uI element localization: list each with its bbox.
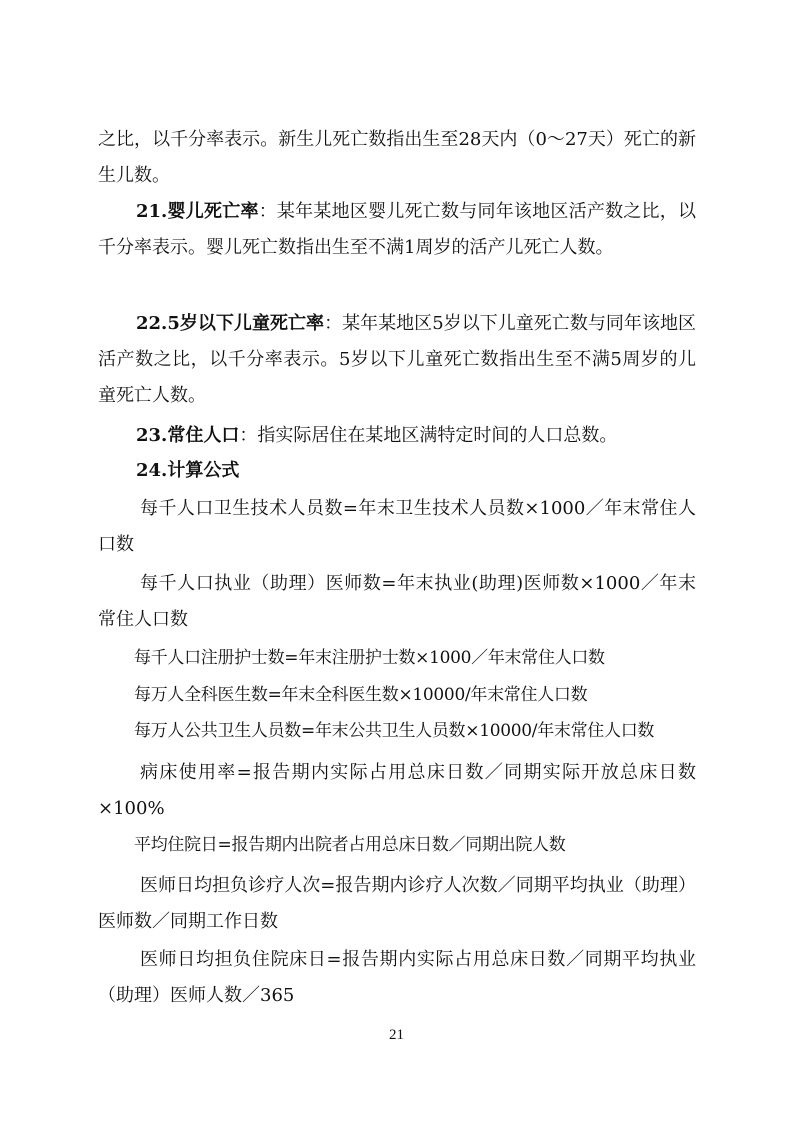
formula-health-tech-per-1000: 每千人口卫生技术人员数=年末卫生技术人员数×1000／年末常住人口数: [98, 498, 696, 555]
formula-physicians-per-1000: 每千人口执业（助理）医师数=年末执业(助理)医师数×1000／年末常住人口数: [98, 573, 696, 630]
formula-public-health-per-10000: 每万人公共卫生人员数=年末公共卫生人员数×10000/年末常住人口数: [134, 721, 655, 741]
term-heading: 22.5岁以下儿童死亡率: [136, 313, 325, 334]
formula-bed-utilization: 病床使用率=报告期内实际占用总床日数／同期实际开放总床日数×100%: [98, 762, 696, 819]
paragraph-resident-population: [98, 418, 696, 454]
paragraph-infant-mortality: [98, 194, 696, 266]
paragraph-text: 之比，以千分率表示。新生儿死亡数指出生至28天内（0～27天）死亡的新生儿数。: [98, 129, 696, 186]
term-heading: 23.常住人口: [136, 425, 240, 446]
paragraph-text: ：指实际居住在某地区满特定时间的人口总数。: [239, 425, 618, 446]
paragraph-under5-mortality: [98, 306, 696, 414]
formula-physician-daily-visits: 医师日均担负诊疗人次=报告期内诊疗人次数／同期平均执业（助理）医师数／同期工作日数: [98, 875, 696, 932]
formula-gp-per-10000: 每万人全科医生数=年末全科医生数×10000/年末常住人口数: [134, 685, 588, 705]
term-heading: 21.婴儿死亡率: [136, 201, 259, 222]
formula-average-stay: 平均住院日=报告期内出院者占用总床日数／同期出院人数: [134, 835, 566, 855]
section-heading-formulas: 24.计算公式: [136, 460, 240, 481]
paragraph-neonatal-continued: [98, 122, 696, 194]
paragraph-text: ：某年某地区5岁以下儿童死亡数与同年该地区活产数之比，以千分率表示。5岁以下儿童死亡数指出生至不满5周岁的儿童死亡人数。: [98, 313, 696, 406]
paragraph-text: ：某年某地区婴儿死亡数与同年该地区活产数之比，以千分率表示。婴儿死亡数指出生至不满1周岁的活产儿死亡人数。: [98, 201, 696, 258]
formula-nurses-per-1000: 每千人口注册护士数=年末注册护士数×1000／年末常住人口数: [134, 648, 605, 668]
formula-physician-daily-bed-days: 医师日均担负住院床日=报告期内实际占用总床日数／同期平均执业（助理）医师人数／365: [98, 949, 696, 1006]
page-number: 21: [389, 1027, 404, 1043]
